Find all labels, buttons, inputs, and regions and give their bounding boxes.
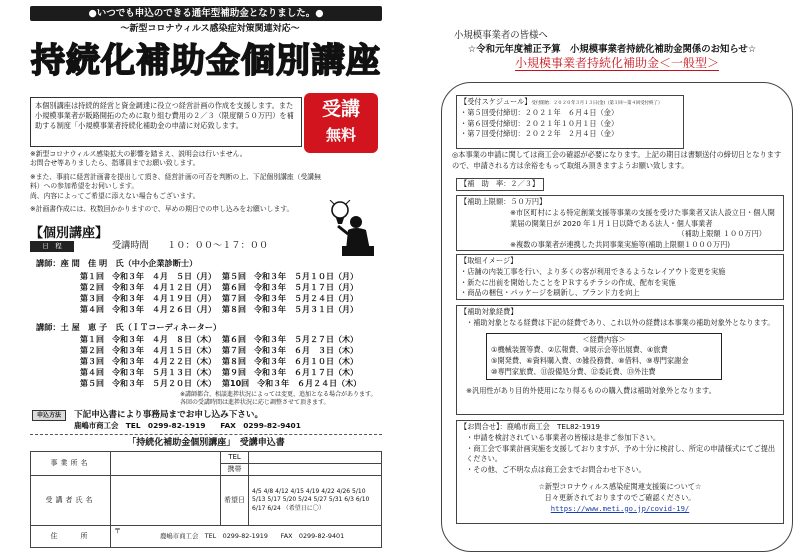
contents-note: ※汎用性があり目的外使用になり得るものの購入費は補助対象外となります。 — [466, 385, 716, 395]
image-item: ・商品の梱包・パッケージを刷新し、ブランド力を向上 — [460, 288, 640, 298]
free-badge — [304, 93, 378, 153]
apply-method-tag: 申込方法 — [32, 410, 66, 421]
covid-line-2: 日々更新されておりますのでご確認ください。 — [544, 492, 696, 502]
session-date: 第10回 令和３年 ６月２４日（木） — [222, 379, 362, 388]
intro-box: 本個別講座は持続的経営と資金調達に役立つ経営計画の作成を支援します。また小規模事業者が販路開拓のために取り組む費用の２／３（限度額５０万円）を補助する制度「小規模事業者持続化補助金の申請に対応致します。 — [30, 97, 302, 147]
notes-block — [30, 150, 330, 214]
course-section-title: 【個別講座】 — [30, 226, 109, 241]
course-hours: 受講時間 １０：００～１７：００ — [112, 240, 269, 251]
session-date: 第４回 令和３年 ４月２６日（月） — [80, 305, 216, 314]
schedule-note: 各回の受講時間は進捗状況に応じ調整させて頂きます。 — [180, 399, 330, 407]
company-label: 事業所名 — [31, 452, 111, 476]
contact-box — [456, 420, 784, 524]
contents-line: ⑩専門家旅費、⑪設備処分費、⑫委託費、⑬外注費 — [491, 366, 656, 376]
limit-box — [456, 195, 784, 251]
contents-box — [486, 333, 722, 380]
limit-note: ※市区町村による特定創業支援等事業の支援を受けた事業者又法人設立日・個人開業届の開業日が 2020 年１月１日以降である法人・個人事業者 — [510, 207, 775, 228]
session-date: 第５回 令和３年 ５月１０日（月） — [222, 272, 358, 281]
attendee-field[interactable] — [111, 476, 221, 526]
apply-line: 下記申込書により事務局までお申し込み下さい。 — [74, 410, 264, 420]
flyer-title: 持続化補助金個別講座 — [31, 41, 381, 81]
badge-line-2: 無料 — [325, 126, 356, 144]
session-date: 第２回 令和３年 ４月１２日（月） — [80, 283, 216, 292]
lecturer-2-sessions — [80, 335, 372, 389]
session-date: 第６回 令和３年 ５月１７日（月） — [222, 283, 358, 292]
session-date: 第３回 令和３年 ４月１９日（月） — [80, 294, 216, 303]
address-label: 住 所 — [31, 526, 111, 548]
greeting: 小規模事業者の皆様へ — [454, 30, 548, 41]
session-date: 第５回 令和３年 ５月２０日（木） — [80, 379, 216, 388]
tel-label: TEL — [221, 452, 249, 464]
session-date: 第８回 令和３年 ５月３１日（月） — [222, 305, 358, 314]
target-heading: 【補助対象経費】 — [460, 307, 518, 316]
wish-note: （希望日に〇） — [282, 504, 325, 512]
wish-dates: 4/5 4/8 4/12 4/15 4/19 4/22 4/26 5/10 5/13 5/17 5/20 5/24 5/27 5/31 6/3 6/10 6/17 6/24 — [252, 488, 370, 512]
schedule-notes — [180, 391, 382, 408]
contact-item: ・商工会で事業計画実施を支援しておりますが、予め十分に検討し、所定の申請様式にてご提出ください。 — [466, 443, 776, 464]
contact-item: ・その他、ご不明な点は商工会までお問合わせ下さい。 — [466, 465, 646, 475]
session-date: 第４回 令和３年 ５月１３日（木） — [80, 368, 216, 377]
session-date: 第６回 令和３年 ５月２７日（木） — [222, 335, 358, 344]
subsidy-rate: 【補 助 率：２／３】 — [456, 178, 544, 191]
contents-line: ⑤開発費、⑥資料購入費、⑦雑役務費、⑧借料、⑨専門家謝金 — [491, 356, 689, 366]
session-date: 第３回 令和３年 ４月２２日（木） — [80, 357, 216, 366]
company-field[interactable] — [111, 452, 221, 476]
apply-instructions — [74, 409, 301, 431]
covid-subtitle: ～新型コロナウィルス感染症対策関連対応～ — [120, 24, 300, 34]
note-item: お問合せ等ありましたら、指導員までお願い致します。 — [30, 159, 200, 168]
badge-line-1: 受講 — [321, 98, 360, 120]
apply-note: ◎本事業の申請に関しては商工会の確認が必要になります。上記の期日は書類送付の締切日となりますので、申請される方は余裕をもって取組み頂きますようお願い致します。 — [452, 150, 782, 170]
limit-note: ※複数の事業者が連携した共同事業実施等(補助上限額１０００万円) — [510, 240, 731, 250]
note-item: ※また、事前に経営計画書を提出して頂き、経営計画の可否を判断の上、下記個別講座（受講無料）への参加希望をお伺いします。 — [30, 172, 321, 191]
target-text: ・補助対象となる経費は下記の経費であり、これ以外の経費は本事業の補助対象外となります。 — [466, 317, 775, 327]
mobile-label: 携帯 — [221, 464, 249, 476]
schedule-heading — [460, 97, 680, 108]
form-footer: 鹿嶋市商工会 TEL 0299-82-1919 FAX 0299-82-9401 — [160, 532, 345, 540]
contents-title: ＜経費内容＞ — [582, 334, 626, 344]
attendee-label: 受講者氏名 — [31, 476, 111, 526]
session-date: 第２回 令和３年 ４月１５日（木） — [80, 346, 216, 355]
lecturer-illustration-icon — [326, 200, 376, 258]
limit-note: （補助上限額 １００万円） — [677, 229, 766, 239]
notice-title-text: 小規模事業者持続化補助金＜一般型＞ — [514, 56, 719, 70]
limit-heading: 【補助上限額：５０万円】 — [460, 197, 547, 206]
lecturer-1-sessions — [80, 272, 372, 315]
note-item: 尚、内容によってご希望に添えない場合もございます。 — [30, 191, 200, 200]
form-title: 「持続化補助金個別講座」 受講申込書 — [127, 438, 285, 448]
image-item: ・店舗の内装工事を行い、より多くの客が利用できるようなレイアウト変更を実施 — [460, 266, 726, 276]
target-box — [456, 305, 784, 415]
wish-label: 希望日 — [221, 476, 249, 526]
image-item: ・新たに出前を開始したことをＰＲするチラシの作成、配布を実施 — [460, 277, 676, 287]
wish-dates-cell[interactable] — [249, 476, 382, 526]
lecturer-1-heading: 講師：座 間 佳 明 氏（中小企業診断士） — [36, 258, 198, 268]
schedule-note: ※講師都合、相談進捗状況によっては変更、追加となる場合があります。 — [180, 391, 377, 398]
lecturer-2-heading: 講師：土 屋 恵 子 氏（ＩＴコーディネーター） — [36, 322, 222, 332]
session-date: 第１回 令和３年 ４月 ５日（月） — [80, 272, 216, 281]
session-date: 第７回 令和３年 ６月 ３日（木） — [222, 346, 358, 355]
image-heading: 【取組イメージ】 — [460, 256, 518, 265]
notice-title — [441, 56, 793, 71]
covid-support-link[interactable]: https://www.meti.go.jp/covid-19/ — [550, 503, 690, 513]
image-box — [456, 254, 784, 300]
schedule-sub: 受付開始：２０２０年３月１３日(金)（第１回～第４回受付終了） — [531, 101, 663, 106]
note-item: ※新型コロナウィルス感染拡大の影響を踏まえ、説明会は行いません。 — [30, 150, 247, 158]
mobile-field[interactable] — [249, 464, 382, 476]
note-item: ※計画書作成には、枚数回かかりますので、早めの期日での申し込みをお願いします。 — [30, 204, 294, 213]
contact-heading: 【お問合せ】：鹿嶋市商工会 TEL82-1919 — [460, 422, 600, 431]
postal-mark: 〒 — [114, 527, 121, 535]
covid-line-1: ☆新型コロナウィルス感染症関連支援策について☆ — [538, 481, 702, 491]
schedule-item: ・第５回受付締切：２０２１年 ６月４日（金） — [460, 107, 619, 117]
schedule-item: ・第６回受付締切：２０２１年１０月１日（金） — [460, 118, 619, 128]
tel-field[interactable] — [249, 452, 382, 464]
top-banner: ●いつでも申込のできる通年型補助金となりました。● — [30, 6, 382, 21]
contact-item: ・申請を検討されている事業者の皆様は是非ご参加下さい。 — [466, 432, 661, 442]
schedule-box — [456, 95, 684, 149]
schedule-label: 日 程 — [30, 241, 74, 252]
session-date: 第１回 令和３年 ４月 ８日（木） — [80, 335, 216, 344]
contents-line: ①機械装置等費、②広報費、③展示会等出展費、④旅費 — [491, 345, 668, 355]
session-date: 第７回 令和３年 ５月２４日（月） — [222, 294, 358, 303]
session-date: 第９回 令和３年 ６月１７日（木） — [222, 368, 358, 377]
schedule-item: ・第７回受付締切：２０２２年 ２月４日（金） — [460, 129, 619, 139]
session-date: 第８回 令和３年 ６月１０日（木） — [222, 357, 358, 366]
cut-line — [30, 434, 382, 435]
notice-heading: ☆令和元年度補正予算 小規模事業者持続化補助金関係のお知らせ☆ — [467, 44, 757, 55]
schedule-label: 【受付スケジュール】 — [460, 97, 532, 106]
apply-contact: 鹿嶋市商工会 TEL 0299-82-1919 FAX 0299-82-9401 — [74, 421, 301, 431]
